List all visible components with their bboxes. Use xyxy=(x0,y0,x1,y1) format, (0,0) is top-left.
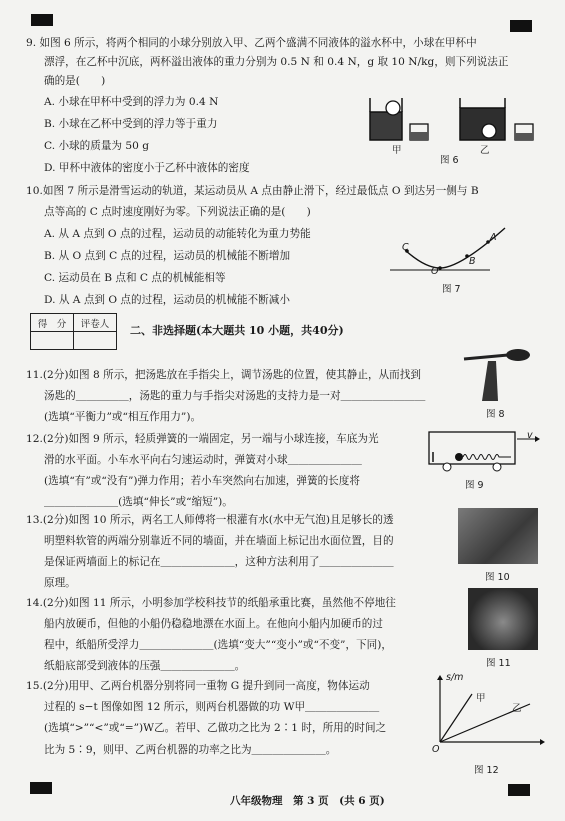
fig6-caption: 图 6 xyxy=(440,155,459,166)
score-table xyxy=(30,313,117,350)
q15-line: (选填“>”“<”或“=”)W乙。若甲、乙做功之比为 2∶1 时，所用的时间之 xyxy=(44,722,387,734)
q14-line: 船内放硬币，但他的小船仍稳稳地漂在水面上。在他向小船内加硬币的过 xyxy=(44,618,383,630)
fig7-point-c: C xyxy=(402,242,409,253)
q10-line: 10.如图 7 所示是滑雪运动的轨道，某运动员从 A 点由静止滑下，经过最低点 O 到达另一侧与 B xyxy=(26,185,479,197)
fig12-caption: 图 12 xyxy=(474,765,499,776)
q13-line: 原理。 xyxy=(44,577,76,589)
fig9-velocity-label: v xyxy=(527,430,533,441)
registration-mark-top-right xyxy=(510,20,532,32)
q10-option-b: B. 从 O 点到 C 点的过程，运动员的机械能不断增加 xyxy=(44,250,291,262)
fig12-series-jia: 甲 xyxy=(476,693,486,704)
registration-mark-bottom-left xyxy=(30,782,52,794)
q13-line: 是保证两墙面上的标记在＿＿＿＿＿＿＿，这种方法利用了＿＿＿＿＿＿＿ xyxy=(44,556,394,568)
registration-mark-top-left xyxy=(31,14,53,26)
fig7-point-a: A xyxy=(490,232,497,243)
q10-option-d: D. 从 A 点到 O 点的过程，运动员的机械能不断减小 xyxy=(44,294,290,306)
score-header: 得 分 xyxy=(31,314,74,332)
q9-option-d: D. 甲杯中液体的密度小于乙杯中液体的密度 xyxy=(44,162,250,174)
q15-line: 过程的 s−t 图像如图 12 所示，则两台机器做的功 W甲＿＿＿＿＿＿＿ xyxy=(44,701,380,713)
fig8-caption: 图 8 xyxy=(486,409,505,420)
grader-cell[interactable] xyxy=(74,332,117,350)
cup-jia xyxy=(370,98,428,140)
q10-option-a: A. 从 A 点到 O 点的过程，运动员的动能转化为重力势能 xyxy=(44,228,311,240)
score-cell[interactable] xyxy=(31,332,74,350)
figure-6-cups xyxy=(365,90,545,150)
fig10-caption: 图 10 xyxy=(485,572,510,583)
section-title: 二、非选择题(本大题共 10 小题，共40分) xyxy=(130,324,344,337)
fig11-caption: 图 11 xyxy=(486,658,511,669)
fig7-caption: 图 7 xyxy=(442,284,461,295)
q9-line: 9. 如图 6 所示，将两个相同的小球分别放入甲、乙两个盛满不同液体的溢水杯中，小球在甲杯中 xyxy=(26,37,477,49)
q12-line: 12.(2分)如图 9 所示，轻质弹簧的一端固定，另一端与小球连接，车底为光 xyxy=(26,433,379,445)
q11-line: (选填“平衡力”或“相互作用力”)。 xyxy=(44,411,202,423)
figure-8-spoon-on-finger xyxy=(460,345,532,403)
figure-12-s-t-graph xyxy=(430,672,545,750)
q14-line: 纸船底部受到液体的压强＿＿＿＿＿＿＿。 xyxy=(44,660,246,672)
q10-option-c: C. 运动员在 B 点和 C 点的机械能相等 xyxy=(44,272,226,284)
q13-line: 明塑料软管的两端分别靠近不同的墙面，并在墙面上标记出水面位置，目的 xyxy=(44,535,394,547)
grader-header: 评卷人 xyxy=(74,314,117,332)
fig12-origin: O xyxy=(432,744,440,755)
q12-line: (选填“有”或“没有”)弹力作用；若小车突然向右加速，弹簧的长度将 xyxy=(44,475,360,487)
registration-mark-bottom-right xyxy=(508,784,530,796)
q11-line: 11.(2分)如图 8 所示，把汤匙放在手指尖上，调节汤匙的位置，使其静止，从而找到 xyxy=(26,369,421,381)
figure-10-photo xyxy=(458,508,538,564)
q9-line: 确的是( ) xyxy=(44,75,106,87)
q11-line: 汤匙的＿＿＿＿＿，汤匙的重力与手指尖对汤匙的支持力是一对＿＿＿＿＿＿＿＿ xyxy=(44,390,426,402)
q15-line: 15.(2分)用甲、乙两台机器分别将同一重物 G 提升到同一高度，物体运动 xyxy=(26,680,370,692)
fig7-point-o: O xyxy=(431,266,439,277)
page-footer: 八年级物理 第 3 页 (共 6 页) xyxy=(230,795,385,807)
fig6-label-jia: 甲 xyxy=(392,145,402,156)
figure-11-photo xyxy=(468,588,538,650)
figure-9-cart-spring xyxy=(425,426,540,472)
q13-line: 13.(2分)如图 10 所示，两名工人师傅将一根灌有水(水中无气泡)且足够长的透 xyxy=(26,514,394,526)
q14-line: 程中，纸船所受浮力＿＿＿＿＿＿＿(选填“变大”“变小”或“不变”，下同)， xyxy=(44,639,392,651)
q15-line: 比为 5∶9，则甲、乙两台机器的功率之比为＿＿＿＿＿＿＿。 xyxy=(44,744,337,756)
cup-yi xyxy=(460,98,533,140)
q10-line: 点等高的 C 点时速度刚好为零。下列说法正确的是( ) xyxy=(44,206,311,218)
fig6-label-yi: 乙 xyxy=(480,145,490,156)
q12-line: ＿＿＿＿＿＿＿(选填“伸长”或“缩短”)。 xyxy=(44,496,233,508)
q12-line: 滑的水平面。小车水平向右匀速运动时，弹簧对小球＿＿＿＿＿＿＿ xyxy=(44,454,362,466)
q14-line: 14.(2分)如图 11 所示，小明参加学校科技节的纸船承重比赛，虽然他不停地往 xyxy=(26,597,396,609)
fig12-ylabel: s/m xyxy=(446,672,464,683)
q9-option-b: B. 小球在乙杯中受到的浮力等于重力 xyxy=(44,118,218,130)
fig7-point-b: B xyxy=(469,256,476,267)
q9-line: 漂浮，在乙杯中沉底，两杯溢出液体的重力分别为 0.5 N 和 0.4 N，g 取 10 N/kg，则下列说法正 xyxy=(44,56,509,68)
q9-option-c: C. 小球的质量为 50 g xyxy=(44,140,150,152)
fig9-caption: 图 9 xyxy=(465,480,484,491)
fig12-series-yi: 乙 xyxy=(512,703,522,714)
q9-option-a: A. 小球在甲杯中受到的浮力为 0.4 N xyxy=(44,96,219,108)
